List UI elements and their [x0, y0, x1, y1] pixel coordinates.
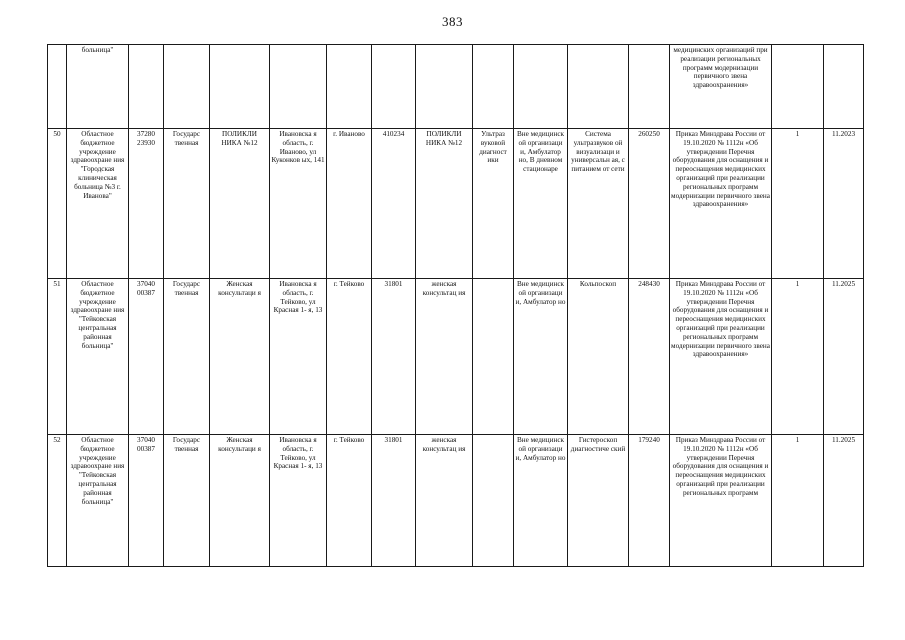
cell-qty: 1	[772, 279, 824, 435]
cell-code: 37280 23930	[129, 129, 164, 279]
cell-organization: Областное бюджетное учреждение здравоохране ния "Тейковская центральная районная больница"	[67, 435, 129, 567]
cell-equipment: Кольпоскоп	[568, 279, 629, 435]
cell-price: 248430	[629, 279, 670, 435]
cell-index: 410234	[372, 129, 416, 279]
cell-ownership	[164, 45, 210, 129]
cell-organization: больница"	[67, 45, 129, 129]
cell-order: Приказ Минздрава России от 19.10.2020 № 1112н «Об утверждении Перечня оборудования для оснащения и переоснащения медицинских организаций при реализации региональных программ модернизации первичного звена здравоохранения»	[670, 129, 772, 279]
cell-date: 11.2023	[824, 129, 864, 279]
cell-specialty	[473, 279, 514, 435]
cell-unit: Женская консультаци я	[210, 279, 270, 435]
cell-order: медицинских организаций при реализации региональных программ модернизации первичного звена здравоохранения»	[670, 45, 772, 129]
cell-index: 31801	[372, 435, 416, 567]
cell-address: Ивановска я область, г. Иваново, ул Куконков ых, 141	[270, 129, 327, 279]
cell-specialty: Ультраз вуковой диагност ики	[473, 129, 514, 279]
cell-num	[48, 45, 67, 129]
cell-qty: 1	[772, 129, 824, 279]
cell-unit: Женская консультаци я	[210, 435, 270, 567]
equipment-register-table	[47, 44, 864, 567]
cell-city: г. Иваново	[327, 129, 372, 279]
cell-date: 11.2025	[824, 435, 864, 567]
cell-city: г. Тейково	[327, 279, 372, 435]
table-row	[48, 279, 864, 435]
cell-care-type	[514, 45, 568, 129]
cell-subdivision: женская консультац ия	[416, 435, 473, 567]
cell-price	[629, 45, 670, 129]
cell-subdivision: женская консультац ия	[416, 279, 473, 435]
table-row	[48, 129, 864, 279]
cell-index: 31801	[372, 279, 416, 435]
cell-city	[327, 45, 372, 129]
cell-organization: Областное бюджетное учреждение здравоохране ния "Тейковская центральная районная больница"	[67, 279, 129, 435]
page-number: 383	[442, 14, 463, 29]
cell-ownership: Государс твенная	[164, 279, 210, 435]
cell-address	[270, 45, 327, 129]
cell-organization: Областное бюджетное учреждение здравоохране ния "Городская клиническая больница №3 г. Иванова"	[67, 129, 129, 279]
cell-subdivision: ПОЛИКЛИ НИКА №12	[416, 129, 473, 279]
cell-specialty	[473, 45, 514, 129]
cell-subdivision	[416, 45, 473, 129]
cell-index	[372, 45, 416, 129]
cell-unit: ПОЛИКЛИ НИКА №12	[210, 129, 270, 279]
cell-qty	[772, 45, 824, 129]
cell-date: 11.2025	[824, 279, 864, 435]
cell-date	[824, 45, 864, 129]
cell-care-type: Вне медицинск ой организаци и, Амбулатор но	[514, 279, 568, 435]
cell-address: Ивановска я область, г. Тейково, ул Красная 1- я, 13	[270, 279, 327, 435]
cell-qty: 1	[772, 435, 824, 567]
cell-care-type: Вне медицинск ой организаци и, Амбулатор но	[514, 435, 568, 567]
cell-equipment: Гистероскоп диагностиче ский	[568, 435, 629, 567]
cell-care-type: Вне медицинск ой организаци и, Амбулатор но, В дневном стационаре	[514, 129, 568, 279]
cell-code: 37040 00387	[129, 279, 164, 435]
cell-ownership: Государс твенная	[164, 129, 210, 279]
cell-equipment: Система ультразвуков ой визуализаци и универсальн ая, с питанием от сети	[568, 129, 629, 279]
cell-code: 37040 00387	[129, 435, 164, 567]
cell-num: 52	[48, 435, 67, 567]
cell-order: Приказ Минздрава России от 19.10.2020 № 1112н «Об утверждении Перечня оборудования для оснащения и переоснащения медицинских организаций при реализации региональных программ модернизации первичного звена здравоохранения»	[670, 279, 772, 435]
cell-num: 50	[48, 129, 67, 279]
cell-unit	[210, 45, 270, 129]
table-row-continuation	[48, 45, 864, 129]
cell-price: 179240	[629, 435, 670, 567]
cell-order: Приказ Минздрава России от 19.10.2020 № 1112н «Об утверждении Перечня оборудования для оснащения и переоснащения медицинских организаций при реализации региональных программ	[670, 435, 772, 567]
cell-ownership: Государс твенная	[164, 435, 210, 567]
cell-equipment	[568, 45, 629, 129]
cell-price: 260250	[629, 129, 670, 279]
table-row	[48, 435, 864, 567]
cell-num: 51	[48, 279, 67, 435]
cell-address: Ивановска я область, г. Тейково, ул Красная 1- я, 13	[270, 435, 327, 567]
cell-specialty	[473, 435, 514, 567]
cell-code	[129, 45, 164, 129]
cell-city: г. Тейково	[327, 435, 372, 567]
